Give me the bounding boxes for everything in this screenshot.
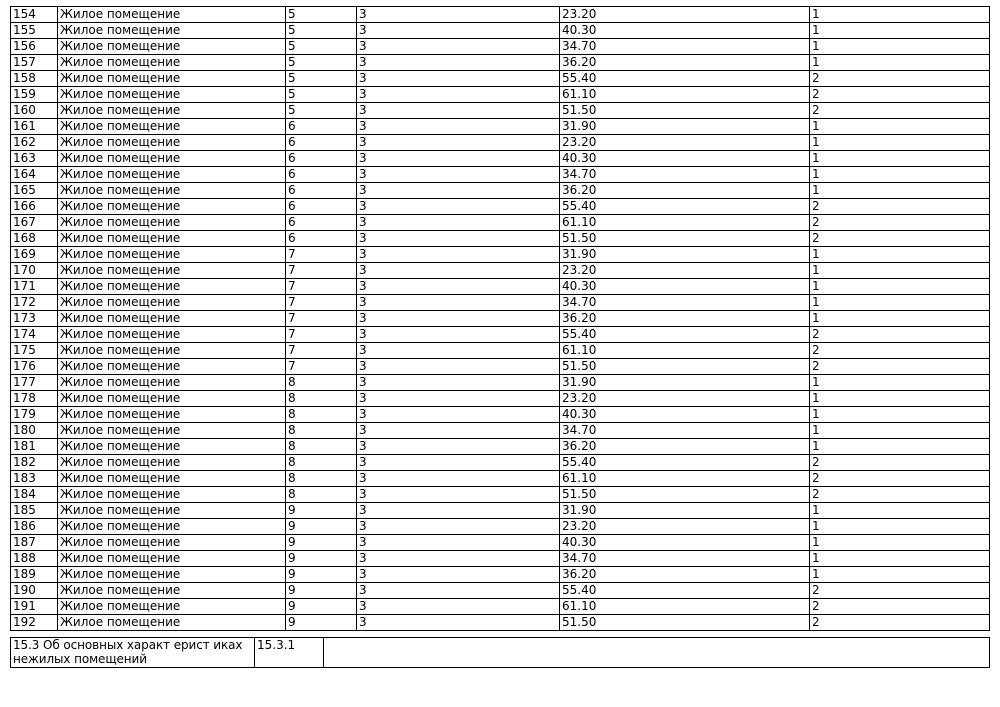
cell-floor: 5 (286, 39, 357, 55)
cell-area: 23.20 (560, 7, 810, 23)
cell-rooms: 1 (810, 167, 990, 183)
cell-premises-type: Жилое помещение (58, 551, 286, 567)
cell-rooms: 1 (810, 391, 990, 407)
apartments-table-body (11, 7, 990, 631)
section-value (324, 638, 990, 668)
cell-number: 181 (11, 439, 58, 455)
cell-number: 171 (11, 279, 58, 295)
cell-premises-type: Жилое помещение (58, 455, 286, 471)
cell-premises-type: Жилое помещение (58, 519, 286, 535)
cell-number: 166 (11, 199, 58, 215)
cell-floor: 8 (286, 471, 357, 487)
cell-rooms: 2 (810, 327, 990, 343)
cell-premises-type: Жилое помещение (58, 23, 286, 39)
cell-premises-type: Жилое помещение (58, 327, 286, 343)
cell-rooms: 1 (810, 551, 990, 567)
cell-premises-type: Жилое помещение (58, 55, 286, 71)
cell-premises-type: Жилое помещение (58, 583, 286, 599)
cell-floor: 7 (286, 327, 357, 343)
cell-area: 34.70 (560, 39, 810, 55)
cell-rooms: 1 (810, 183, 990, 199)
table-row (11, 551, 990, 567)
cell-section: 3 (357, 423, 560, 439)
cell-premises-type: Жилое помещение (58, 471, 286, 487)
cell-premises-type: Жилое помещение (58, 87, 286, 103)
cell-floor: 5 (286, 103, 357, 119)
cell-area: 31.90 (560, 375, 810, 391)
table-row (11, 503, 990, 519)
cell-area: 23.20 (560, 263, 810, 279)
cell-area: 40.30 (560, 279, 810, 295)
cell-floor: 8 (286, 391, 357, 407)
table-row (11, 487, 990, 503)
cell-area: 55.40 (560, 455, 810, 471)
cell-area: 34.70 (560, 423, 810, 439)
table-row (11, 183, 990, 199)
cell-number: 157 (11, 55, 58, 71)
cell-floor: 6 (286, 135, 357, 151)
cell-number: 179 (11, 407, 58, 423)
cell-area: 61.10 (560, 215, 810, 231)
cell-area: 51.50 (560, 359, 810, 375)
cell-floor: 9 (286, 615, 357, 631)
cell-premises-type: Жилое помещение (58, 391, 286, 407)
cell-rooms: 1 (810, 295, 990, 311)
table-row (11, 599, 990, 615)
cell-floor: 6 (286, 167, 357, 183)
cell-rooms: 1 (810, 439, 990, 455)
cell-area: 51.50 (560, 615, 810, 631)
cell-number: 189 (11, 567, 58, 583)
cell-number: 182 (11, 455, 58, 471)
cell-rooms: 1 (810, 535, 990, 551)
cell-number: 155 (11, 23, 58, 39)
cell-section: 3 (357, 151, 560, 167)
cell-area: 40.30 (560, 23, 810, 39)
cell-number: 175 (11, 343, 58, 359)
cell-rooms: 2 (810, 199, 990, 215)
cell-number: 159 (11, 87, 58, 103)
cell-floor: 6 (286, 183, 357, 199)
cell-rooms: 1 (810, 151, 990, 167)
cell-number: 170 (11, 263, 58, 279)
cell-floor: 5 (286, 7, 357, 23)
cell-rooms: 1 (810, 311, 990, 327)
cell-rooms: 1 (810, 135, 990, 151)
cell-section: 3 (357, 535, 560, 551)
cell-section: 3 (357, 343, 560, 359)
cell-number: 183 (11, 471, 58, 487)
cell-section: 3 (357, 487, 560, 503)
cell-number: 188 (11, 551, 58, 567)
table-row (11, 119, 990, 135)
cell-section: 3 (357, 135, 560, 151)
cell-rooms: 1 (810, 279, 990, 295)
table-row (11, 247, 990, 263)
table-row (11, 535, 990, 551)
cell-area: 55.40 (560, 199, 810, 215)
cell-rooms: 2 (810, 487, 990, 503)
cell-premises-type: Жилое помещение (58, 263, 286, 279)
cell-premises-type: Жилое помещение (58, 119, 286, 135)
cell-section: 3 (357, 583, 560, 599)
cell-area: 36.20 (560, 55, 810, 71)
table-row (11, 135, 990, 151)
cell-floor: 9 (286, 583, 357, 599)
section-15-3-table (10, 637, 990, 668)
cell-number: 158 (11, 71, 58, 87)
cell-number: 184 (11, 487, 58, 503)
cell-section: 3 (357, 599, 560, 615)
cell-area: 61.10 (560, 471, 810, 487)
cell-rooms: 1 (810, 375, 990, 391)
cell-section: 3 (357, 551, 560, 567)
cell-number: 178 (11, 391, 58, 407)
cell-number: 172 (11, 295, 58, 311)
cell-area: 51.50 (560, 103, 810, 119)
table-row (11, 103, 990, 119)
cell-number: 168 (11, 231, 58, 247)
cell-rooms: 1 (810, 263, 990, 279)
cell-area: 23.20 (560, 519, 810, 535)
cell-area: 31.90 (560, 503, 810, 519)
cell-premises-type: Жилое помещение (58, 39, 286, 55)
table-row (11, 567, 990, 583)
cell-number: 180 (11, 423, 58, 439)
cell-area: 40.30 (560, 151, 810, 167)
table-row (11, 455, 990, 471)
cell-premises-type: Жилое помещение (58, 215, 286, 231)
cell-area: 36.20 (560, 567, 810, 583)
table-row (11, 199, 990, 215)
section-15-3-row (11, 638, 990, 668)
cell-rooms: 2 (810, 359, 990, 375)
cell-floor: 9 (286, 567, 357, 583)
cell-rooms: 2 (810, 103, 990, 119)
cell-number: 185 (11, 503, 58, 519)
cell-rooms: 2 (810, 471, 990, 487)
cell-rooms: 2 (810, 343, 990, 359)
cell-rooms: 1 (810, 423, 990, 439)
cell-floor: 6 (286, 151, 357, 167)
cell-area: 36.20 (560, 311, 810, 327)
table-row (11, 311, 990, 327)
cell-area: 55.40 (560, 71, 810, 87)
cell-floor: 7 (286, 295, 357, 311)
cell-number: 186 (11, 519, 58, 535)
table-row (11, 87, 990, 103)
cell-number: 174 (11, 327, 58, 343)
cell-floor: 9 (286, 535, 357, 551)
cell-rooms: 1 (810, 407, 990, 423)
cell-number: 164 (11, 167, 58, 183)
cell-premises-type: Жилое помещение (58, 375, 286, 391)
cell-area: 23.20 (560, 391, 810, 407)
cell-number: 154 (11, 7, 58, 23)
cell-section: 3 (357, 247, 560, 263)
cell-section: 3 (357, 503, 560, 519)
cell-number: 190 (11, 583, 58, 599)
cell-number: 177 (11, 375, 58, 391)
table-row (11, 263, 990, 279)
cell-number: 187 (11, 535, 58, 551)
table-row (11, 215, 990, 231)
cell-rooms: 2 (810, 231, 990, 247)
cell-section: 3 (357, 199, 560, 215)
table-row (11, 7, 990, 23)
cell-area: 23.20 (560, 135, 810, 151)
cell-section: 3 (357, 55, 560, 71)
cell-section: 3 (357, 407, 560, 423)
table-row (11, 359, 990, 375)
cell-rooms: 1 (810, 55, 990, 71)
cell-premises-type: Жилое помещение (58, 247, 286, 263)
cell-area: 36.20 (560, 439, 810, 455)
cell-section: 3 (357, 567, 560, 583)
cell-premises-type: Жилое помещение (58, 439, 286, 455)
table-row (11, 295, 990, 311)
cell-number: 161 (11, 119, 58, 135)
apartments-table (10, 6, 990, 631)
cell-floor: 9 (286, 551, 357, 567)
cell-area: 61.10 (560, 87, 810, 103)
cell-area: 55.40 (560, 583, 810, 599)
cell-rooms: 1 (810, 119, 990, 135)
cell-number: 173 (11, 311, 58, 327)
cell-floor: 8 (286, 487, 357, 503)
cell-section: 3 (357, 279, 560, 295)
table-row (11, 151, 990, 167)
cell-floor: 8 (286, 423, 357, 439)
cell-premises-type: Жилое помещение (58, 231, 286, 247)
cell-premises-type: Жилое помещение (58, 183, 286, 199)
cell-rooms: 1 (810, 247, 990, 263)
cell-floor: 7 (286, 247, 357, 263)
cell-rooms: 2 (810, 455, 990, 471)
table-row (11, 615, 990, 631)
cell-floor: 7 (286, 359, 357, 375)
cell-rooms: 2 (810, 583, 990, 599)
cell-section: 3 (357, 327, 560, 343)
cell-floor: 5 (286, 55, 357, 71)
cell-rooms: 2 (810, 599, 990, 615)
cell-section: 3 (357, 103, 560, 119)
cell-section: 3 (357, 375, 560, 391)
cell-floor: 9 (286, 503, 357, 519)
cell-section: 3 (357, 23, 560, 39)
cell-area: 34.70 (560, 295, 810, 311)
table-row (11, 439, 990, 455)
cell-number: 163 (11, 151, 58, 167)
cell-section: 3 (357, 519, 560, 535)
table-row (11, 375, 990, 391)
cell-area: 61.10 (560, 343, 810, 359)
table-row (11, 55, 990, 71)
cell-floor: 6 (286, 231, 357, 247)
cell-area: 51.50 (560, 231, 810, 247)
cell-premises-type: Жилое помещение (58, 535, 286, 551)
cell-section: 3 (357, 183, 560, 199)
cell-rooms: 1 (810, 39, 990, 55)
cell-premises-type: Жилое помещение (58, 7, 286, 23)
cell-number: 191 (11, 599, 58, 615)
table-row (11, 423, 990, 439)
table-row (11, 279, 990, 295)
cell-floor: 7 (286, 263, 357, 279)
cell-premises-type: Жилое помещение (58, 295, 286, 311)
cell-floor: 6 (286, 119, 357, 135)
cell-section: 3 (357, 71, 560, 87)
table-row (11, 471, 990, 487)
cell-area: 55.40 (560, 327, 810, 343)
cell-rooms: 2 (810, 615, 990, 631)
cell-section: 3 (357, 391, 560, 407)
table-row (11, 519, 990, 535)
cell-floor: 5 (286, 23, 357, 39)
cell-section: 3 (357, 7, 560, 23)
table-row (11, 391, 990, 407)
cell-area: 34.70 (560, 551, 810, 567)
table-row (11, 71, 990, 87)
cell-floor: 6 (286, 215, 357, 231)
table-row (11, 583, 990, 599)
section-code: 15.3.1 (255, 638, 324, 668)
cell-premises-type: Жилое помещение (58, 343, 286, 359)
cell-section: 3 (357, 119, 560, 135)
cell-section: 3 (357, 615, 560, 631)
cell-section: 3 (357, 39, 560, 55)
cell-floor: 9 (286, 519, 357, 535)
cell-floor: 5 (286, 87, 357, 103)
cell-rooms: 1 (810, 567, 990, 583)
cell-premises-type: Жилое помещение (58, 487, 286, 503)
cell-rooms: 2 (810, 71, 990, 87)
cell-section: 3 (357, 167, 560, 183)
cell-section: 3 (357, 311, 560, 327)
table-row (11, 343, 990, 359)
cell-number: 167 (11, 215, 58, 231)
cell-floor: 7 (286, 279, 357, 295)
cell-premises-type: Жилое помещение (58, 599, 286, 615)
cell-premises-type: Жилое помещение (58, 567, 286, 583)
cell-floor: 8 (286, 407, 357, 423)
cell-rooms: 2 (810, 215, 990, 231)
cell-number: 160 (11, 103, 58, 119)
cell-floor: 8 (286, 375, 357, 391)
cell-section: 3 (357, 439, 560, 455)
cell-rooms: 2 (810, 87, 990, 103)
cell-premises-type: Жилое помещение (58, 135, 286, 151)
cell-section: 3 (357, 87, 560, 103)
cell-premises-type: Жилое помещение (58, 311, 286, 327)
cell-section: 3 (357, 263, 560, 279)
cell-premises-type: Жилое помещение (58, 151, 286, 167)
cell-area: 40.30 (560, 535, 810, 551)
cell-floor: 8 (286, 455, 357, 471)
cell-area: 40.30 (560, 407, 810, 423)
cell-number: 162 (11, 135, 58, 151)
cell-section: 3 (357, 471, 560, 487)
cell-area: 36.20 (560, 183, 810, 199)
cell-area: 31.90 (560, 119, 810, 135)
cell-rooms: 1 (810, 7, 990, 23)
table-row (11, 23, 990, 39)
cell-premises-type: Жилое помещение (58, 71, 286, 87)
cell-section: 3 (357, 231, 560, 247)
cell-premises-type: Жилое помещение (58, 359, 286, 375)
table-row (11, 327, 990, 343)
cell-rooms: 1 (810, 23, 990, 39)
cell-number: 169 (11, 247, 58, 263)
table-row (11, 167, 990, 183)
cell-floor: 6 (286, 199, 357, 215)
cell-number: 165 (11, 183, 58, 199)
cell-area: 31.90 (560, 247, 810, 263)
section-title: 15.3 Об основных характ ерист иках нежилых помещений (11, 638, 255, 668)
table-row (11, 407, 990, 423)
cell-premises-type: Жилое помещение (58, 615, 286, 631)
cell-section: 3 (357, 359, 560, 375)
cell-number: 192 (11, 615, 58, 631)
cell-premises-type: Жилое помещение (58, 103, 286, 119)
cell-premises-type: Жилое помещение (58, 503, 286, 519)
cell-premises-type: Жилое помещение (58, 423, 286, 439)
cell-section: 3 (357, 295, 560, 311)
cell-area: 34.70 (560, 167, 810, 183)
cell-premises-type: Жилое помещение (58, 279, 286, 295)
table-row (11, 39, 990, 55)
cell-premises-type: Жилое помещение (58, 199, 286, 215)
table-row (11, 231, 990, 247)
cell-floor: 9 (286, 599, 357, 615)
cell-area: 51.50 (560, 487, 810, 503)
cell-rooms: 1 (810, 519, 990, 535)
cell-section: 3 (357, 215, 560, 231)
cell-floor: 8 (286, 439, 357, 455)
cell-premises-type: Жилое помещение (58, 407, 286, 423)
cell-premises-type: Жилое помещение (58, 167, 286, 183)
cell-floor: 5 (286, 71, 357, 87)
cell-number: 156 (11, 39, 58, 55)
cell-floor: 7 (286, 311, 357, 327)
cell-number: 176 (11, 359, 58, 375)
cell-rooms: 1 (810, 503, 990, 519)
cell-section: 3 (357, 455, 560, 471)
cell-floor: 7 (286, 343, 357, 359)
cell-area: 61.10 (560, 599, 810, 615)
